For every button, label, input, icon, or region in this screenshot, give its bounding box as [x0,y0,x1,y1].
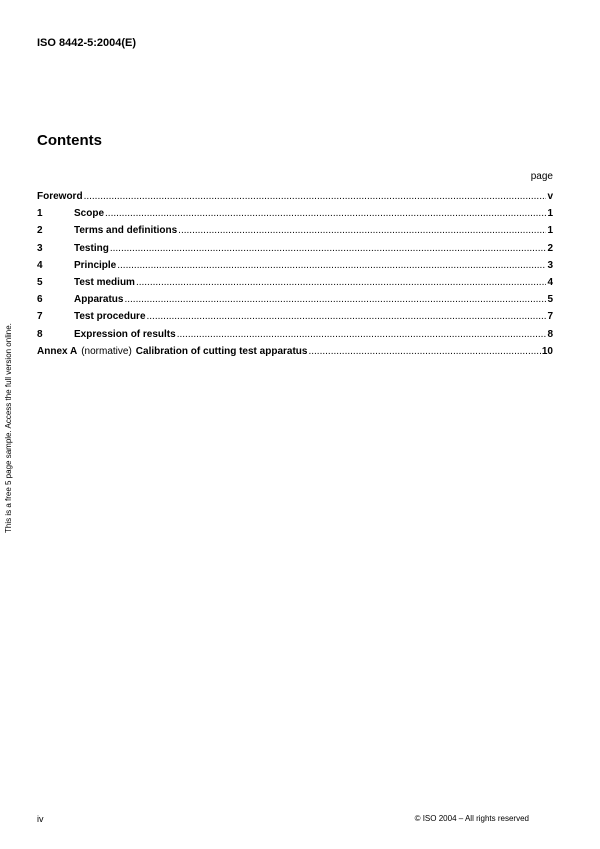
toc-entry-expression-of-results[interactable] [37,326,553,343]
toc-leader [178,222,546,239]
toc-leader [124,291,546,308]
toc-entry-page: 1 [547,208,553,220]
document-id: ISO 8442-5:2004(E) [37,37,137,49]
toc-entry-number: 1 [37,208,43,220]
table-of-contents [37,188,553,360]
toc-entry-terms-and-definitions[interactable] [37,222,553,239]
toc-entry-page: 10 [541,345,553,357]
toc-entry-number: 3 [37,242,43,254]
toc-leader [110,240,547,257]
toc-entry-label: Principle [74,259,117,271]
footer-page-number: iv [37,814,44,824]
toc-leader [177,326,547,343]
toc-entry-page: 7 [547,311,553,323]
toc-leader [84,188,547,205]
toc-entry-page: 8 [547,328,553,340]
toc-entry-testing[interactable] [37,240,553,257]
toc-leader [105,205,546,222]
toc-leader [117,257,546,274]
toc-entry-label: Test procedure [74,311,146,323]
toc-entry-annex-a[interactable] [37,343,553,360]
toc-entry-page: v [547,191,553,202]
toc-entry-label: Terms and definitions [74,225,178,237]
toc-leader [136,274,547,291]
page-title: Contents [37,132,102,149]
toc-entry-page: 4 [547,276,553,288]
toc-entry-page: 1 [547,225,553,237]
toc-entry-label: Testing [74,242,109,254]
toc-entry-label: Test medium [74,276,135,288]
annex-normative-tag: (normative) [81,345,132,357]
toc-entry-number: 5 [37,276,43,288]
toc-entry-page: 3 [547,259,553,271]
toc-entry-apparatus[interactable] [37,291,553,308]
toc-entry-label: Expression of results [74,328,176,340]
toc-entry-page: 2 [547,242,553,254]
annex-prefix: Annex A [37,345,78,357]
toc-entry-foreword[interactable] [37,188,553,205]
toc-entry-label: Foreword [37,191,83,202]
toc-entry-label: Scope [74,208,105,220]
toc-entry-number: 2 [37,225,43,237]
page-column-label: page [530,171,553,182]
toc-entry-page: 5 [547,294,553,306]
toc-entry-number: 4 [37,259,43,271]
toc-leader [147,308,547,325]
toc-entry-principle[interactable] [37,257,553,274]
toc-entry-number: 7 [37,311,43,323]
toc-entry-label: Apparatus [74,294,124,306]
annex-title: Calibration of cutting test apparatus [135,345,308,357]
toc-entry-test-medium[interactable] [37,274,553,291]
toc-entry-scope[interactable] [37,205,553,222]
toc-leader [308,343,540,360]
sample-watermark-note: This is a free 5 page sample. Access the full version online. [4,323,13,533]
toc-entry-test-procedure[interactable] [37,308,553,325]
toc-entry-number: 6 [37,294,43,306]
footer-copyright: © ISO 2004 – All rights reserved [414,814,529,823]
toc-entry-number: 8 [37,328,43,340]
